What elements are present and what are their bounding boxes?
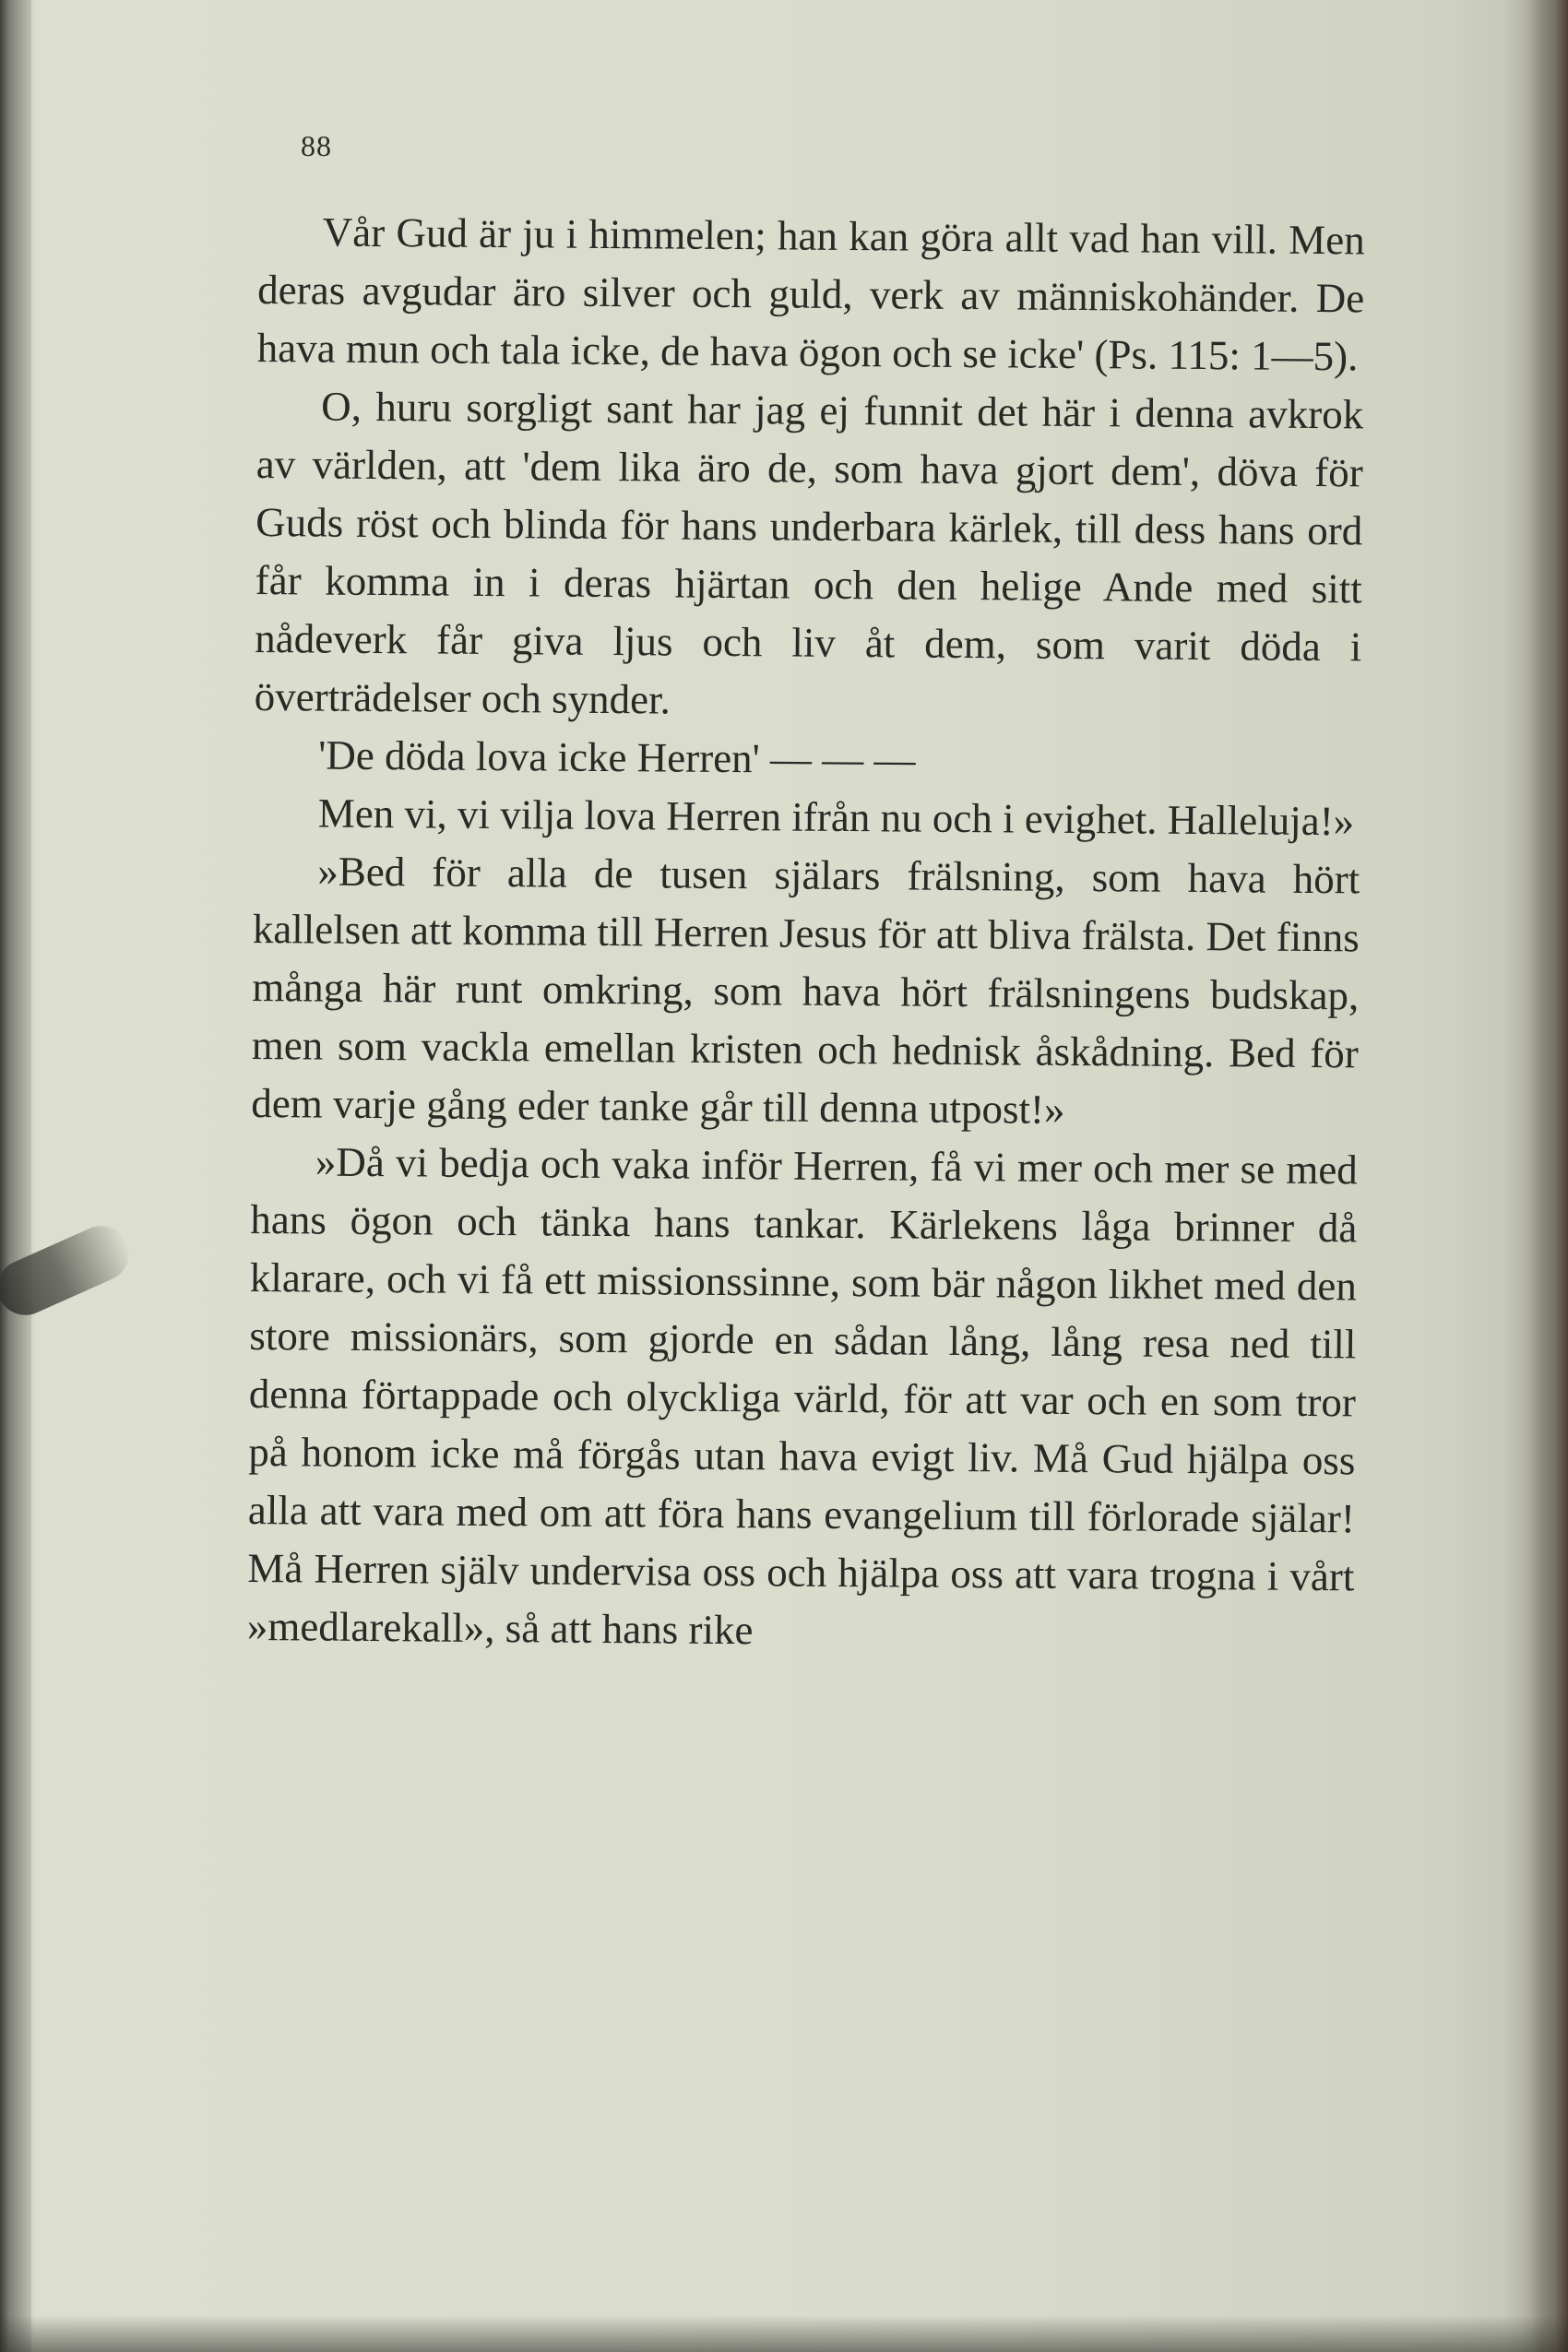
page-right-edge [1503,0,1568,2352]
paragraph-6: »Då vi bedja och vaka inför Herren, få vi mer och mer se med hans ögon och tänka hans tankar. Kärlekens låga brinner då klarare, och vi få ett missionssinne, som bär någon likhet med den store missionärs, som gjorde en sådan lång, lång resa ned till denna förtappade och olyckliga värld, för att var och en som tror på honom icke må förgås utan hava evigt liv. Må Gud hjälpa oss alla att vara med om att föra hans evangelium till förlorade själar! Må Herren själv undervisa oss och hjälpa oss att vara trogna i vårt »medlarekall», så att hans rike [246,1138,1358,1654]
paragraph-4: Men vi, vi vilja lova Herren ifrån nu och i evighet. Halleluja!» [317,790,1355,845]
paragraph-5: »Bed för alla de tusen själars frälsning, som hava hört kallelsen att komma till Herren Jesus för att bliva frälsta. Det finns många här runt omkring, som hava hört frälsningens budskap, men som vackla emellan kristen och hednisk åskådning. Bed för dem varje gång eder tanke går till denna utpost!» [251,848,1360,1133]
page-number: 88 [301,129,332,162]
page-bottom-shadow [0,2315,1568,2352]
paragraph-1: Vår Gud är ju i himmelen; han kan göra allt vad han vill. Men deras avgudar äro silver och guld, verk av människohänder. De hava mun och tala icke, de hava ögon och se icke' (Ps. 115: 1—5). [256,208,1365,380]
body-text [247,203,1365,1664]
paragraph-2: O, huru sorgligt sant har jag ej funnit det här i denna avkrok av världen, att 'dem lika äro de, som hava gjort dem', döva för Guds röst och blinda för hans underbara kärlek, till dess hans ord får komma in i deras hjärtan och den helige Ande med sitt nådeverk får giva ljus och liv åt dem, som varit döda i överträdelser och synder. [254,383,1364,723]
paragraph-3: 'De döda lova icke Herren' — — — [318,731,916,783]
page-spine-edge [0,0,31,2352]
